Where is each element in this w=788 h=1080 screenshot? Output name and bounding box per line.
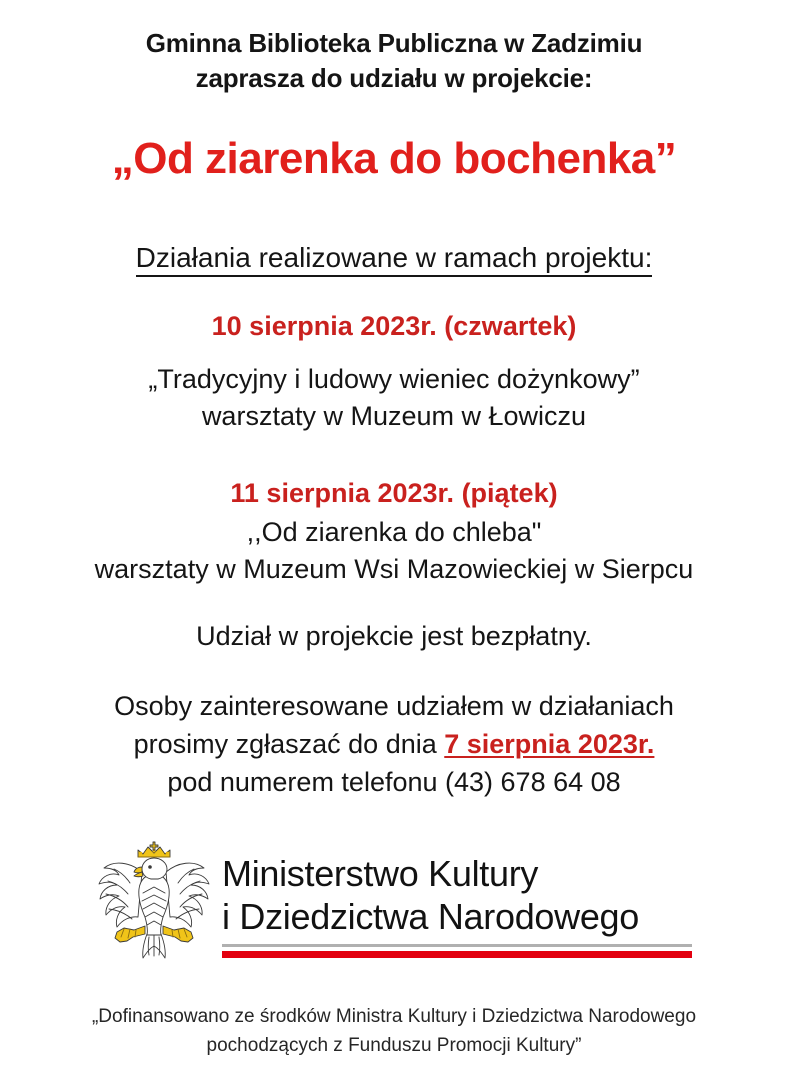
funding-footnote xyxy=(0,1002,788,1060)
ministry-flag-rules xyxy=(222,944,692,958)
ministry-name-line-2: i Dziedzictwa Narodowego xyxy=(222,896,639,937)
red-rule xyxy=(222,951,692,958)
event-2-name: ,,Od ziarenka do chleba" xyxy=(246,517,542,547)
signup-line-2 xyxy=(0,725,788,763)
gray-rule xyxy=(222,944,692,947)
project-title: „Od ziarenka do bochenka” xyxy=(111,134,677,183)
polish-eagle-emblem-icon xyxy=(90,838,218,966)
funding-footnote-line-2: pochodzących z Funduszu Promocji Kultury” xyxy=(206,1035,582,1056)
ministry-name-line-1: Ministerstwo Kultury xyxy=(222,853,539,894)
signup-deadline-date: 7 sierpnia 2023r. xyxy=(444,729,655,759)
poster-header xyxy=(0,26,788,96)
event-block-1 xyxy=(0,308,788,435)
signup-phone-line: pod numerem telefonu (43) 678 64 08 xyxy=(167,767,621,797)
invitation-line: zaprasza do udziału w projekcie: xyxy=(195,63,593,93)
event-1-date: 10 sierpnia 2023r. (czwartek) xyxy=(211,311,577,341)
signup-block xyxy=(0,687,788,801)
signup-line-1: Osoby zainteresowane udziałem w działaniach xyxy=(114,691,674,721)
funding-footnote-line-1: „Dofinansowano ze środków Ministra Kultury i Dziedzictwa Narodowego xyxy=(91,1006,697,1027)
event-block-2 xyxy=(0,475,788,588)
activities-subhead xyxy=(0,240,788,276)
event-1-name: „Tradycyjny i ludowy wieniec dożynkowy” xyxy=(148,364,640,394)
event-2-venue: warsztaty w Muzeum Wsi Mazowieckiej w Sierpcu xyxy=(94,554,694,584)
ministry-name xyxy=(222,852,700,938)
ministry-logo xyxy=(90,838,700,966)
activities-subhead-text: Działania realizowane w ramach projektu: xyxy=(136,242,653,277)
event-2-date: 11 sierpnia 2023r. (piątek) xyxy=(230,478,558,508)
signup-deadline-prefix: prosimy zgłaszać do dnia xyxy=(133,729,445,759)
event-1-venue: warsztaty w Muzeum w Łowiczu xyxy=(201,401,587,431)
free-participation-note: Udział w projekcie jest bezpłatny. xyxy=(196,621,592,651)
organizer-name: Gminna Biblioteka Publiczna w Zadzimiu xyxy=(145,28,643,58)
